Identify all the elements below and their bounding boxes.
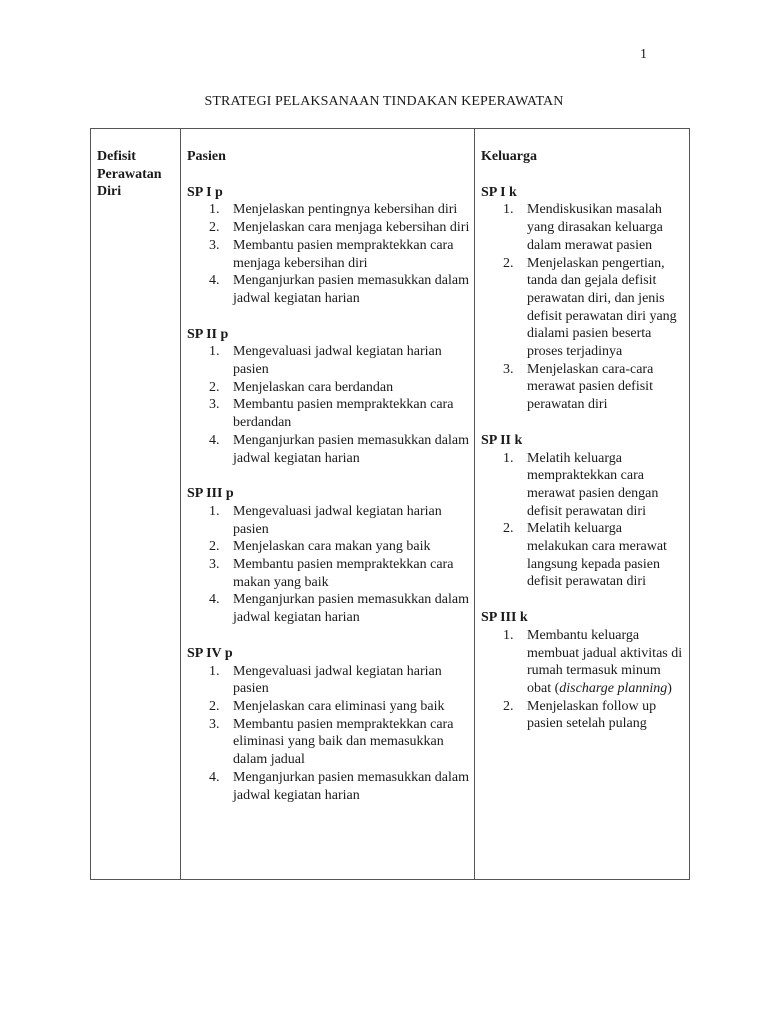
- list-item: 2. Menjelaskan cara berdandan: [209, 379, 394, 395]
- sp-block: [187, 184, 473, 308]
- sp-block: [481, 432, 685, 591]
- list-item: 3. Menjelaskan cara-cara merawat pasien defisit perawatan diri: [503, 361, 654, 413]
- sp-title: SP IV p: [187, 645, 233, 661]
- list-item: 2. Melatih keluarga melakukan cara merawat langsung kepada pasien defisit perawatan diri: [503, 521, 667, 590]
- sp-title: SP II p: [187, 326, 229, 342]
- list-item: 2. Menjelaskan cara menjaga kebersihan diri: [209, 220, 470, 236]
- list-item: 2. Menjelaskan cara makan yang baik: [209, 539, 431, 555]
- keluarga-header: Keluarga: [481, 149, 537, 164]
- sp-block: [481, 184, 685, 414]
- diagnosis-cell: [97, 148, 177, 201]
- sp-title: SP III p: [187, 486, 234, 502]
- list-item: 4. Menganjurkan pasien memasukkan dalam jadwal kegiatan harian: [209, 592, 469, 626]
- sp-block: [187, 645, 473, 804]
- list-item: 1. Mengevaluasi jadwal kegiatan harian pasien: [209, 663, 442, 697]
- sp-title: SP II k: [481, 432, 523, 448]
- list-item: 1. Menjelaskan pentingnya kebersihan diri: [209, 202, 458, 218]
- list-item: 1. Mendiskusikan masalah yang dirasakan keluarga dalam merawat pasien: [503, 202, 663, 253]
- list-item: 1. Melatih keluarga mempraktekkan cara merawat pasien dengan defisit perawatan diri: [503, 450, 659, 519]
- list-item: 4. Menganjurkan pasien memasukkan dalam jadwal kegiatan harian: [209, 432, 469, 466]
- pasien-header: Pasien: [187, 149, 226, 164]
- diagnosis-line: Defisit: [97, 149, 136, 164]
- list-item: 3. Membantu pasien mempraktekkan cara berdandan: [209, 397, 454, 431]
- list-item: 1. Membantu keluarga membuat jadual aktivitas di rumah termasuk minum obat (discharge planning): [503, 627, 683, 696]
- column-divider: [180, 129, 181, 879]
- list-item: 1. Mengevaluasi jadwal kegiatan harian pasien: [209, 503, 442, 537]
- list-item: 4. Menganjurkan pasien memasukkan dalam jadwal kegiatan harian: [209, 273, 469, 306]
- list-item: 2. Menjelaskan follow up pasien setelah pulang: [503, 698, 657, 732]
- list-item: 2. Menjelaskan pengertian, tanda dan gejala defisit perawatan diri, dan jenis defisit perawatan diri yang dialami pasien beserta proses terjadinya: [503, 255, 677, 360]
- list-item: 2. Menjelaskan cara eliminasi yang baik: [209, 698, 445, 714]
- strategy-table: [90, 128, 690, 880]
- sp-title: SP I p: [187, 184, 223, 200]
- sp-block: [187, 326, 473, 468]
- list-item: 4. Menganjurkan pasien memasukkan dalam jadwal kegiatan harian: [209, 769, 469, 803]
- keluarga-column: [481, 148, 685, 751]
- list-item: 1. Mengevaluasi jadwal kegiatan harian pasien: [209, 344, 442, 378]
- pasien-column: [187, 148, 473, 822]
- list-item: 3. Membantu pasien mempraktekkan cara eliminasi yang baik dan memasukkan dalam jadual: [209, 716, 454, 768]
- column-divider: [474, 129, 475, 879]
- sp-title: SP I k: [481, 184, 517, 200]
- list-item: 3. Membantu pasien mempraktekkan cara menjaga kebersihan diri: [209, 237, 454, 271]
- discharge-planning-item: Membantu keluarga membuat jadual aktivitas di rumah termasuk minum obat (discharge planning): [527, 627, 683, 696]
- diagnosis-line: Perawatan: [97, 166, 162, 182]
- sp-block: [187, 485, 473, 627]
- sp-title: SP III k: [481, 610, 528, 626]
- diagnosis-line: Diri: [97, 184, 122, 200]
- sp-block: [481, 609, 685, 733]
- document-title: STRATEGI PELAKSANAAN TINDAKAN KEPERAWATAN: [204, 94, 564, 109]
- list-item: 3. Membantu pasien mempraktekkan cara makan yang baik: [209, 557, 454, 590]
- page-number: 1: [640, 47, 647, 62]
